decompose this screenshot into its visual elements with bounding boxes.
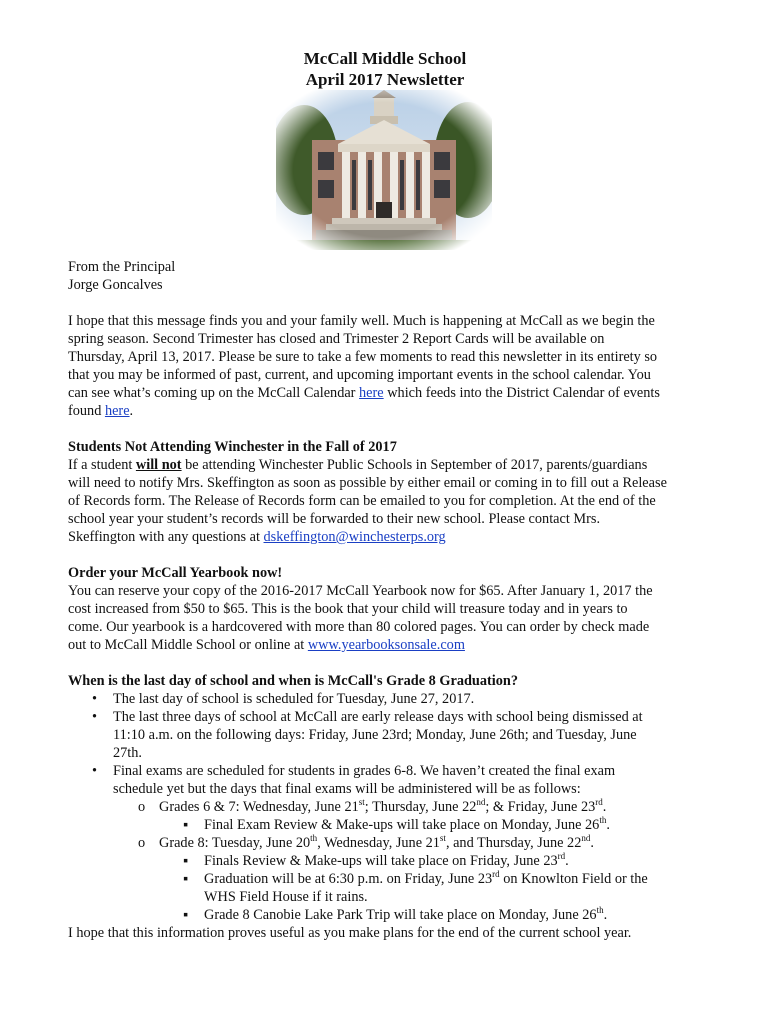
g8-text-a: Grade 8: Tuesday, June 20 bbox=[159, 835, 311, 851]
skeffington-email-link[interactable]: dskeffington@winchesterps.org bbox=[263, 529, 446, 545]
graduation-time bbox=[204, 870, 724, 888]
yearbook-heading: Order your McCall Yearbook now! bbox=[68, 565, 283, 581]
g67-text-c: ; & Friday, June 23 bbox=[485, 799, 596, 815]
not-attending-pre: If a student bbox=[68, 457, 136, 473]
g67-sup-c: rd bbox=[595, 797, 603, 808]
g8-sup-b: st bbox=[439, 833, 446, 844]
graduation-text-b: on Knowlton Field or the bbox=[499, 871, 648, 887]
found-text-pre: found bbox=[68, 403, 105, 419]
not-attending-line-1 bbox=[68, 456, 708, 474]
bullet-marker: • bbox=[92, 691, 98, 707]
not-attending-heading: Students Not Attending Winchester in the Fall of 2017 bbox=[68, 439, 397, 455]
g67-review-sup: th bbox=[599, 815, 607, 826]
g67-text-b: ; Thursday, June 22 bbox=[364, 799, 477, 815]
graduation-heading: When is the last day of school and when is McCall's Grade 8 Graduation? bbox=[68, 673, 518, 689]
from-principal-label: From the Principal bbox=[68, 259, 176, 275]
g67-text-d: . bbox=[602, 799, 607, 815]
district-calendar-link[interactable]: here bbox=[104, 403, 130, 419]
intro-line-3: Thursday, April 13, 2017. Please be sure to take a few moments to read this newsletter in its entirety so bbox=[68, 349, 658, 365]
order-text: out to McCall Middle School or online at bbox=[68, 637, 308, 653]
canobie-end: . bbox=[603, 907, 608, 923]
newsletter-issue: April 2017 Newsletter bbox=[305, 70, 465, 89]
last-day-item: The last day of school is scheduled for Tuesday, June 27, 2017. bbox=[113, 691, 475, 707]
final-exams-line-1: Final exams are scheduled for students in grades 6-8. We haven’t created the final exam bbox=[113, 763, 616, 779]
g8-review-sup: rd bbox=[557, 851, 566, 862]
intro-line-4: that you may be informed of past, current, and upcoming important events in the school calendar. You bbox=[68, 367, 651, 383]
closing-line: I hope that this information proves useful as you make plans for the end of the current school year. bbox=[68, 925, 632, 941]
intro-line-2: spring season. Second Trimester has closed and Trimester 2 Report Cards will be available on bbox=[68, 331, 605, 347]
square-marker: ▪ bbox=[183, 907, 189, 923]
early-release-line-3: 27th. bbox=[113, 745, 142, 761]
graduation-rain-location: WHS Field House if it rains. bbox=[204, 889, 368, 905]
canobie-sup: th bbox=[596, 905, 604, 916]
g8-sup-a: th bbox=[310, 833, 318, 844]
g8-text-c: , and Thursday, June 22 bbox=[445, 835, 582, 851]
g67-sup-a: st bbox=[358, 797, 365, 808]
circle-marker: o bbox=[138, 835, 146, 851]
g67-text-a: Grades 6 & 7: Wednesday, June 21 bbox=[159, 799, 359, 815]
circle-marker: o bbox=[138, 799, 146, 815]
yearbook-line-1: You can reserve your copy of the 2016-2017 McCall Yearbook now for $65. After January 1, 2017 the bbox=[68, 583, 653, 599]
g8-sup-c: nd bbox=[581, 833, 591, 844]
yearbook-website-link[interactable]: www.yearbooksonsale.com bbox=[307, 637, 465, 653]
school-building-photo bbox=[276, 90, 492, 250]
graduation-text: Graduation will be at 6:30 p.m. on Friday, June 23 bbox=[204, 871, 493, 887]
g8-text-d: . bbox=[590, 835, 594, 851]
intro-line-5 bbox=[68, 384, 708, 402]
calendar-text-pre: can see what’s coming up on the McCall Calendar bbox=[68, 385, 360, 401]
g67-sup-b: nd bbox=[476, 797, 486, 808]
bullet-marker: • bbox=[92, 709, 98, 725]
canobie-text: Grade 8 Canobie Lake Park Trip will take place on Monday, June 26 bbox=[204, 907, 597, 923]
not-attending-line-3: of Records form. The Release of Records form can be emailed to you for completion. At the end of the bbox=[68, 493, 656, 509]
not-attending-line-4: school year your student’s records will be forwarded to their new school. Please contact Mrs. bbox=[68, 511, 601, 527]
yearbook-line-4 bbox=[68, 636, 708, 654]
not-attending-line-5 bbox=[68, 528, 708, 546]
contact-text: Skeffington with any questions at bbox=[68, 529, 264, 545]
grade-8-review bbox=[204, 852, 724, 870]
final-exams-line-2: schedule yet but the days that final exams will be administered will be as follows: bbox=[113, 781, 581, 797]
graduation-sup: rd bbox=[492, 869, 500, 880]
early-release-line-2: 11:10 a.m. on the following days: Friday, June 23rd; Monday, June 26th; and Tuesday, June bbox=[113, 727, 637, 743]
yearbook-line-3: come. Our yearbook is a hardcovered with more than 80 colored pages. You can order by check made bbox=[68, 619, 650, 635]
grades-6-7-schedule bbox=[159, 798, 719, 816]
calendar-text-post: which feeds into the District Calendar of events bbox=[383, 385, 660, 401]
square-marker: ▪ bbox=[183, 871, 189, 887]
yearbook-line-2: cost increased from $50 to $65. This is the book that your child will treasure today and in years to bbox=[68, 601, 628, 617]
square-marker: ▪ bbox=[183, 817, 189, 833]
intro-line-6 bbox=[68, 402, 708, 420]
will-not-emphasis: will not bbox=[135, 457, 182, 473]
found-text-post: . bbox=[129, 403, 134, 419]
intro-line-1: I hope that this message finds you and your family well. Much is happening at McCall as we begin the bbox=[68, 313, 655, 329]
canobie-trip bbox=[204, 906, 724, 924]
early-release-line-1: The last three days of school at McCall are early release days with school being dismissed at bbox=[113, 709, 643, 725]
g8-text-b: , Wednesday, June 21 bbox=[317, 835, 440, 851]
not-attending-line-2: will need to notify Mrs. Skeffington as soon as possible by either email or coming in to fill out a Release bbox=[68, 475, 667, 491]
g67-review-end: . bbox=[606, 817, 610, 833]
g8-review-text: Finals Review & Make-ups will take place on Friday, June 23 bbox=[204, 853, 558, 869]
principal-name: Jorge Goncalves bbox=[68, 277, 163, 293]
school-title: McCall Middle School bbox=[303, 49, 467, 68]
square-marker: ▪ bbox=[183, 853, 189, 869]
mccall-calendar-link[interactable]: here bbox=[359, 385, 384, 401]
g8-review-end: . bbox=[565, 853, 569, 869]
g67-review-text: Final Exam Review & Make-ups will take place on Monday, June 26 bbox=[204, 817, 600, 833]
grades-6-7-review bbox=[204, 816, 724, 834]
grade-8-schedule bbox=[159, 834, 719, 852]
not-attending-post: be attending Winchester Public Schools in September of 2017, parents/guardians bbox=[181, 457, 648, 473]
bullet-marker: • bbox=[92, 763, 98, 779]
